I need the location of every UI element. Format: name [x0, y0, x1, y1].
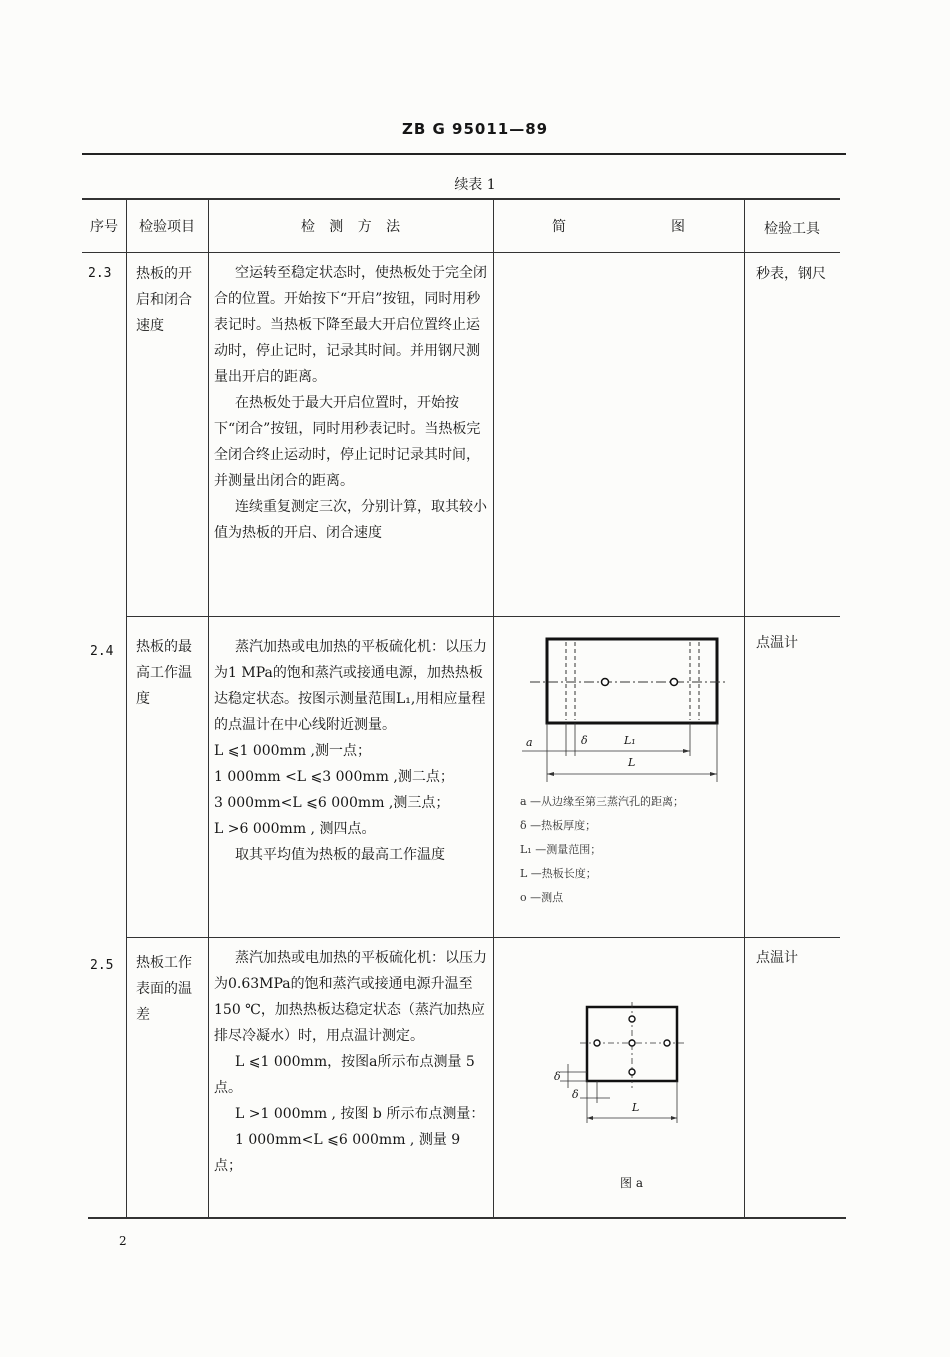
dim-label-delta-3: δ: [572, 1088, 579, 1101]
dim-label-delta: δ: [581, 734, 588, 747]
measure-point: [671, 679, 678, 686]
measure-point: [594, 1040, 600, 1046]
measure-point: [629, 1016, 635, 1022]
row-2-5-item: 热板工作表面的温差: [136, 955, 192, 1023]
dim-label-a: a: [526, 736, 533, 749]
col-divider-seq: [126, 198, 127, 1217]
header-diagram-right: 图: [671, 219, 685, 235]
figure-caption: 图 a: [620, 1176, 643, 1190]
legend-item: L —热板长度；: [520, 867, 597, 880]
header-seq: 序号: [90, 219, 118, 235]
row-2-3-item: 热板的开启和闭合速度: [136, 266, 192, 334]
page-number: 2: [119, 1234, 127, 1248]
legend-item: o —测点: [520, 891, 564, 904]
method-paragraph: L >1 000mm , 按图 b 所示布点测量：: [235, 1106, 485, 1122]
method-line: L ⩽1 000mm ,测一点；: [214, 743, 372, 759]
diagram-legend: [520, 790, 684, 910]
hot-plate-diagram: [500, 630, 740, 790]
measure-point: [629, 1069, 635, 1075]
measure-point: [629, 1040, 635, 1046]
method-paragraph: 取其平均值为热板的最高工作温度: [235, 847, 445, 863]
row-divider-2: [126, 937, 840, 938]
dimension-arrow: [587, 1116, 593, 1120]
document-code: ZB G 95011—89: [401, 120, 549, 138]
dim-label-L1: L₁: [624, 734, 636, 747]
row-2-4-method: [214, 634, 490, 868]
row-2-4-seq: 2.4: [90, 644, 114, 659]
header-method: 检 测 方 法: [300, 219, 401, 235]
method-paragraph: 蒸汽加热或电加热的平板硫化机：以压力为1 MPa的饱和蒸汽或接通电源，加热热板达稳定状态。按图示测量范围L₁,用相应量程的点温计在中心线附近测量。: [214, 639, 487, 733]
method-paragraph: 1 000mm<L ⩽6 000mm , 测量 9 点；: [214, 1132, 461, 1174]
measure-point: [602, 679, 609, 686]
dimension-arrow: [710, 772, 717, 776]
col-divider-item: [208, 198, 209, 1217]
measure-point: [664, 1040, 670, 1046]
method-paragraph: L ⩽1 000mm，按图a所示布点测量 5 点。: [214, 1054, 475, 1096]
row-2-3-seq: 2.3: [88, 266, 112, 281]
row-divider-1: [126, 616, 840, 617]
row-2-5-seq: 2.5: [90, 958, 114, 973]
dimension-arrow: [547, 772, 554, 776]
dimension-arrow: [683, 749, 690, 753]
row-2-3-tool: 秒表，钢尺: [756, 266, 826, 282]
header-rule: [82, 153, 846, 155]
table-bottom-rule: [88, 1217, 846, 1219]
row-2-5-tool: 点温计: [756, 950, 798, 966]
table-caption: 续表 1: [454, 177, 496, 193]
header-diagram-left: 简: [552, 219, 566, 235]
row-2-4-tool: 点温计: [756, 635, 798, 651]
dim-label-delta-2: δ: [554, 1070, 561, 1083]
method-line: 3 000mm<L ⩽6 000mm ,测三点；: [214, 795, 450, 811]
five-point-diagram: [540, 998, 700, 1128]
header-item: 检验项目: [139, 219, 195, 235]
col-divider-diagram: [744, 198, 745, 1217]
dimension-arrow: [671, 1116, 677, 1120]
row-2-5-method: [214, 945, 490, 1179]
legend-item: L₁ —测量范围；: [520, 843, 602, 856]
method-line: L >6 000mm , 测四点。: [214, 821, 376, 837]
method-line: 1 000mm <L ⩽3 000mm ,测二点；: [214, 769, 454, 785]
legend-item: a —从边缘至第三蒸汽孔的距离；: [520, 795, 685, 808]
legend-item: δ —热板厚度；: [520, 819, 597, 832]
table-top-rule: [82, 198, 840, 200]
method-paragraph: 空运转至稳定状态时，使热板处于完全闭合的位置。开始按下“开启”按钮，同时用秒表记时。当热板下降至最大开启位置终止运动时，停止记时，记录其时间。并用钢尺测量出开启的距离。: [214, 265, 487, 385]
row-2-4-item: 热板的最高工作温度: [136, 639, 192, 707]
method-paragraph: 连续重复测定三次，分别计算，取其较小值为热板的开启、闭合速度: [214, 499, 487, 541]
hot-plate-outline: [547, 639, 717, 723]
dim-label-L: L: [628, 756, 636, 769]
method-paragraph: 在热板处于最大开启位置时，开始按下“闭合”按钮，同时用秒表记时。当热板完全闭合终止运动时，停止记时记录其时间，并测量出闭合的距离。: [214, 395, 481, 489]
header-bottom-rule: [82, 252, 840, 253]
row-2-3-method: [214, 260, 490, 546]
dim-label-L-2: L: [632, 1101, 640, 1114]
col-divider-method: [493, 198, 494, 1217]
header-tool: 检验工具: [764, 221, 820, 237]
method-paragraph: 蒸汽加热或电加热的平板硫化机：以压力为0.63MPa的饱和蒸汽或接通电源升温至150 ℃，加热热板达稳定状态（蒸汽加热应排尽冷凝水）时，用点温计测定。: [214, 950, 487, 1044]
